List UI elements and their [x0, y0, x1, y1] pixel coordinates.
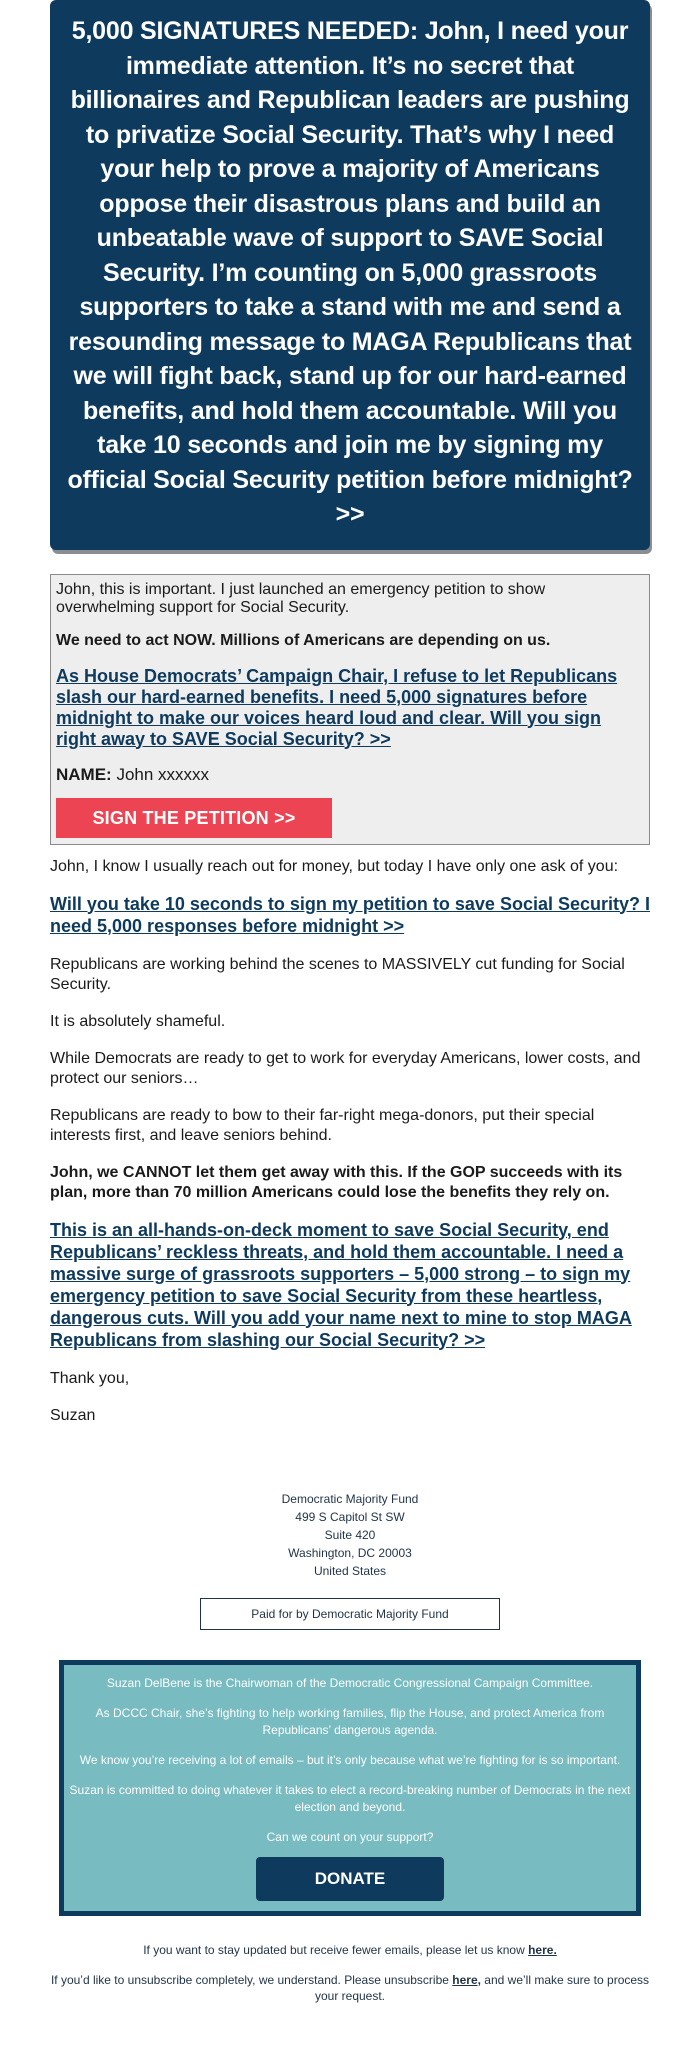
body-copy: [50, 857, 650, 1426]
email-container: [50, 0, 650, 2004]
body-paragraph: Republicans are ready to bow to their far-right mega-donors, put their special interests first, and leave seniors behind.: [50, 1106, 595, 1144]
petition-box: [50, 574, 650, 845]
hero-banner[interactable]: [50, 0, 650, 550]
fewer-emails-link[interactable]: here.: [528, 1942, 557, 1957]
address-line: Suite 420: [324, 1527, 376, 1542]
petition-link[interactable]: As House Democrats’ Campaign Chair, I refuse to let Republicans slash our hard-earned benefits. I need 5,000 signatures before midnight to make our voices heard loud and clear. Will you sign right away to SAVE Social Security? >>: [56, 665, 618, 749]
signoff: Thank you,: [50, 1369, 130, 1387]
address-line: Washington, DC 20003: [288, 1545, 412, 1560]
bio-paragraph: Suzan DelBene is the Chairwoman of the Democratic Congressional Campaign Committee.: [106, 1675, 594, 1690]
name-line: [56, 766, 644, 784]
body-paragraph-bold: John, we CANNOT let them get away with this. If the GOP succeeds with its plan, more than 70 million Americans could lose the benefits they rely on.: [50, 1163, 623, 1201]
bio-question: Can we count on your support?: [266, 1829, 434, 1844]
unsubscribe-link[interactable]: here,: [452, 1972, 481, 1987]
body-paragraph: Republicans are working behind the scenes to MASSIVELY cut funding for Social Security.: [50, 955, 625, 993]
body-paragraph: It is absolutely shameful.: [50, 1012, 226, 1030]
hero-link[interactable]: 5,000 SIGNATURES NEEDED: John, I need your immediate attention. It’s no secret that billionaires and Republican leaders are pushing to privatize Social Security. That’s why I need your help to prove a majority of Americans oppose their disastrous plans and build an unbeatable wave of support to SAVE Social Security. I’m counting on 5,000 grassroots supporters to take a stand with me and send a resounding message to MAGA Republicans that we will fight back, stand up for our hard-earned benefits, and hold them accountable. Will you take 10 seconds and join me by signing my official Social Security petition before midnight? >>: [67, 17, 633, 528]
signature: Suzan: [50, 1406, 96, 1424]
petition-link-2[interactable]: Will you take 10 seconds to sign my petition to save Social Security? I need 5,000 responses before midnight >>: [50, 893, 651, 936]
body-paragraph: John, I know I usually reach out for money, but today I have only one ask of you:: [50, 857, 619, 875]
unsubscribe-text-after: and we’ll make sure to process your request.: [314, 1972, 650, 2003]
fewer-emails-line: [50, 1942, 650, 1958]
petition-link-3[interactable]: This is an all-hands-on-deck moment to save Social Security, end Republicans’ reckless threats, and hold them accountable. I need a massive surge of grassroots supporters – 5,000 strong – to sign my emergency petition to save Social Security from these heartless, dangerous cuts. Will you add your name next to mine to stop MAGA Republicans from slashing our Social Security? >>: [50, 1219, 632, 1350]
name-value: John xxxxxx: [116, 764, 210, 784]
address-line: Democratic Majority Fund: [281, 1491, 419, 1506]
footer: [50, 1942, 650, 2004]
unsubscribe-line: [50, 1972, 650, 2004]
address-line: 499 S Capitol St SW: [295, 1509, 405, 1524]
bio-paragraph: We know you’re receiving a lot of emails – but it’s only because what we’re fighting for is so important.: [79, 1752, 621, 1767]
fewer-emails-text: If you want to stay updated but receive fewer emails, please let us know: [143, 1942, 529, 1957]
bio-box: [59, 1660, 641, 1916]
bio-paragraph: As DCCC Chair, she’s fighting to help working families, flip the House, and protect America from Republicans’ dangerous agenda.: [95, 1705, 605, 1737]
donate-button[interactable]: DONATE: [256, 1857, 444, 1901]
bio-paragraph: Suzan is committed to doing whatever it takes to elect a record-breaking number of Democrats in the next election and beyond.: [69, 1782, 631, 1814]
address-line: United States: [313, 1563, 387, 1578]
mailing-address: [50, 1490, 650, 1580]
paid-for-disclaimer: Paid for by Democratic Majority Fund: [200, 1598, 500, 1630]
unsubscribe-text: If you’d like to unsubscribe completely, we understand. Please unsubscribe: [50, 1972, 453, 1987]
sign-petition-button[interactable]: SIGN THE PETITION >>: [56, 798, 332, 838]
petition-urgent-text: We need to act NOW. Millions of Americans are depending on us.: [56, 631, 551, 649]
name-label: NAME:: [56, 764, 112, 784]
petition-intro: John, this is important. I just launched an emergency petition to show overwhelming support for Social Security.: [56, 580, 546, 616]
body-paragraph: While Democrats are ready to get to work for everyday Americans, lower costs, and protect our seniors…: [50, 1049, 641, 1087]
